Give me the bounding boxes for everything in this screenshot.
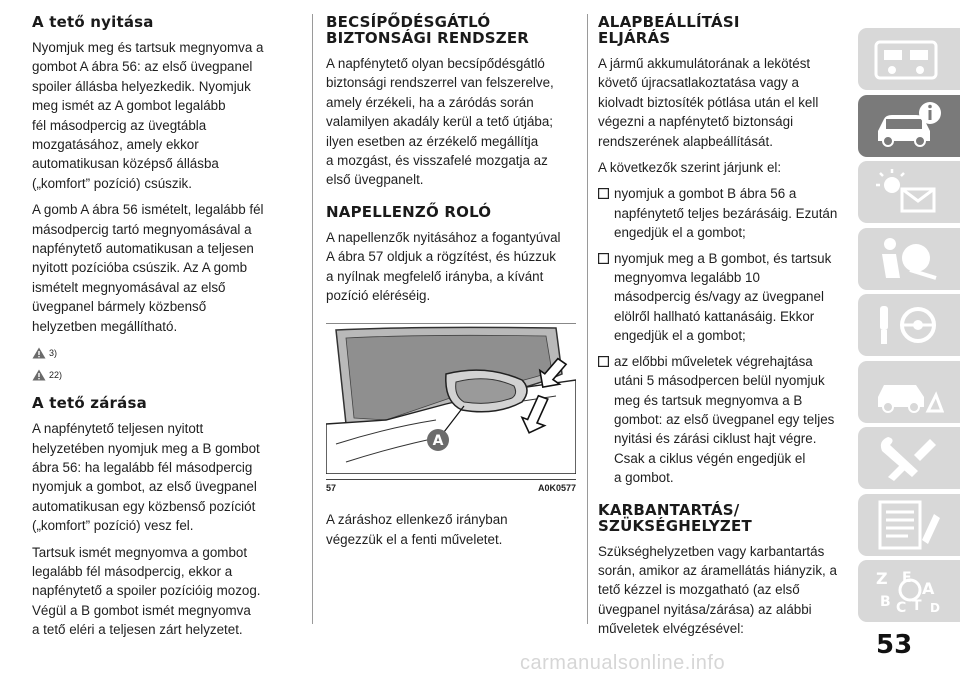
svg-text:C: C	[896, 600, 907, 616]
paragraph-sunshade: A napellenzők nyitásához a fogantyúval A ábra 57 oldjuk a rögzítést, és húzzuk a nyílnak megfelelő irányba, a kívánt pozíció eléréséig.	[326, 229, 561, 304]
warning-lights-icon	[872, 167, 944, 217]
maintenance-wrench-icon	[872, 433, 944, 483]
column-1	[32, 14, 300, 647]
alphabetical-index-icon	[872, 566, 944, 616]
callout-a-label: A	[432, 433, 444, 450]
svg-text:D: D	[930, 601, 940, 615]
figure-code: A0K0577	[537, 483, 576, 494]
paragraph-opening-2: A gomb A ábra 56 ismételt, legalább fél másodpercig tartó megnyomásával a napfénytető automatikusan a teljesen nyitott pozícióba csúszik. Az A gomb ismételt megnyomásával az első üvegpanel bármely közbenső helyzetben megállítható.	[32, 202, 264, 334]
chapter-tabs	[858, 28, 960, 627]
paragraph-procedure-intro: A következők szerint járjunk el:	[598, 160, 782, 176]
tab-emergency[interactable]	[858, 361, 960, 423]
figure-number: 57	[326, 483, 337, 494]
paragraph-closing-2: Tartsuk ismét megnyomva a gombot legalább fél másodpercig, ekkor a napfénytető a spoiler pozícióig mozog. Végül a B gombot ismét megnyomva a tető eléri a teljesen zárt helyzetet.	[32, 544, 261, 638]
paragraph-initialization: A jármű akkumulátorának a lekötést követő újracsatlakoztatása vagy a kiolvadt biztosíték pótlása után el kell végezni a napfénytető biztonsági rendszerének alapbeállítását.	[598, 56, 819, 149]
column-divider	[312, 14, 313, 624]
tab-maintenance[interactable]	[858, 427, 960, 489]
paragraph-opening-1: Nyomjuk meg és tartsuk megnyomva a gombot A ábra 56: az első üvegpanel spoiler állásba helyezkedik. Nyomjuk meg ismét az A gombot legalább fél másodpercig az üvegtábla mozgatásához, amely ekkor automatikusan középső állásba („komfort” pozíció) csúszik.	[32, 40, 264, 191]
tab-warning-lights[interactable]	[858, 161, 960, 223]
tab-technical-data[interactable]	[858, 494, 960, 556]
svg-text:T: T	[912, 598, 922, 614]
airbag-safety-icon	[872, 234, 944, 284]
watermark: carmanualsonline.info	[520, 652, 726, 674]
warning-triangle-icon	[32, 369, 46, 381]
checkbox-bullet-icon	[598, 356, 609, 367]
checkbox-bullet-icon	[598, 188, 609, 199]
tab-dashboard[interactable]	[858, 28, 960, 90]
list-item: az előbbi műveletek végrehajtása utáni 5 másodpercen belül nyomjuk meg és tartsuk megnyomva a B gombot: az első üvegpanel egy teljes nyitási és zárási ciklust hajt végre. Csak a ciklus végén engedjük el a gombot.	[598, 352, 848, 488]
page-number: 53	[876, 630, 913, 660]
heading-sunshade: NAPELLENZŐ ROLÓ	[326, 202, 492, 221]
column-2	[326, 14, 576, 556]
heading-roof-opening: A tető nyitása	[32, 13, 154, 31]
tab-safety[interactable]	[858, 228, 960, 290]
warning-triangle-icon	[32, 347, 46, 359]
svg-text:A: A	[922, 579, 935, 598]
car-dashboard-icon	[872, 34, 944, 84]
paragraph-closing-1: A napfénytető teljesen nyitott helyzetében nyomjuk meg a B gombot ábra 56: ha legalább fél másodpercig nyomjuk a gombot, az első üvegpanel automatikusan egy közbenső pozíciót („komfort” pozíció) vesz fel.	[32, 421, 260, 534]
checkbox-bullet-icon	[598, 253, 609, 264]
key-steering-icon	[872, 300, 944, 350]
column-divider	[587, 14, 588, 624]
paragraph-sunshade-closing: A záráshoz ellenkező irányban végezzük el a fenti műveletet.	[326, 512, 508, 547]
heading-roof-closing: A tető zárása	[32, 394, 147, 413]
tab-car-info[interactable]	[858, 95, 960, 157]
sunshade-handle-illustration	[326, 324, 576, 474]
heading-maintenance: KARBANTARTÁS/ SZÜKSÉGHELYZET	[598, 500, 752, 535]
figure-57	[326, 323, 576, 496]
list-item: nyomjuk meg a B gombot, és tartsuk megnyomva legalább 10 másodpercig és/vagy az üvegpanel elölről hallható kattanásáig. Ekkor engedjük el a gombot;	[598, 249, 848, 346]
warning-reference-22: 22)	[32, 365, 300, 385]
column-3	[598, 14, 848, 646]
list-item: nyomjuk a gombot B ábra 56 a napfénytető teljes bezárásáig. Ezután engedjük el a gombot;	[598, 184, 848, 242]
breakdown-icon	[872, 367, 944, 417]
svg-text:Z: Z	[876, 569, 888, 588]
heading-initialization: ALAPBEÁLLÍTÁSI ELJÁRÁS	[598, 13, 740, 47]
technical-data-icon	[872, 500, 944, 550]
tab-starting-driving[interactable]	[858, 294, 960, 356]
heading-anti-pinch: BECSÍPŐDÉSGÁTLÓ BIZTONSÁGI RENDSZER	[326, 13, 530, 47]
tab-index[interactable]	[858, 560, 960, 622]
svg-text:B: B	[880, 594, 891, 610]
car-info-icon	[872, 101, 944, 151]
figure-caption	[326, 480, 576, 496]
paragraph-anti-pinch: A napfénytető olyan becsípődésgátló biztonsági rendszerrel van felszerelve, amely érzékeli, ha a záródás során valamilyen akadály kerül a tető útjába; ilyen esetben az érzékelő megállítja a mozgást, és visszafelé mozgatja az első üvegpanelt.	[326, 56, 554, 188]
warning-reference-3: 3)	[32, 343, 300, 363]
svg-text:E: E	[902, 570, 912, 586]
paragraph-maintenance: Szükséghelyzetben vagy karbantartás során, amikor az áramellátás hiányzik, a tető kézzel is mozgatható (az első üvegpanel nyitása/zárása) az alábbi műveletek elvégzésével:	[598, 543, 837, 637]
